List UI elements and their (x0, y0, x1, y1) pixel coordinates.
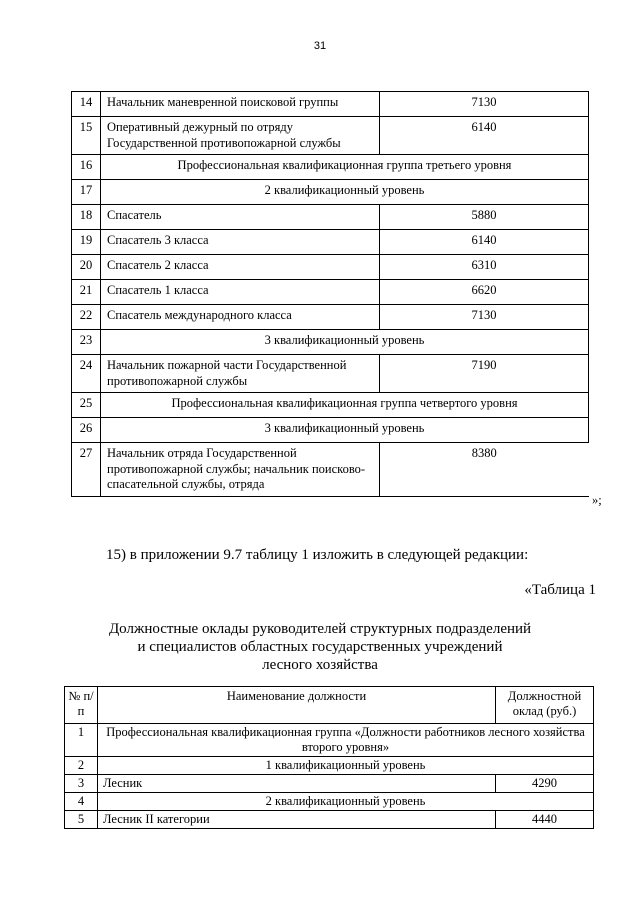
table-row (65, 757, 594, 775)
closing-quote: »; (592, 493, 602, 507)
salary-value: 4440 (496, 811, 594, 829)
salary-value: 6140 (380, 230, 589, 255)
table-row (72, 92, 589, 117)
position-name: Лесник II категории (98, 811, 496, 829)
table-row (72, 443, 589, 497)
instruction-text: 15) в приложении 9.7 таблицу 1 изложить в следующей редакции: (106, 547, 529, 563)
positions-table-continuation (71, 91, 589, 497)
row-number: 19 (72, 230, 101, 255)
salary-value: 7130 (380, 92, 589, 117)
row-number: 24 (72, 355, 101, 393)
title-line: лесного хозяйства (262, 657, 378, 673)
row-number: 14 (72, 92, 101, 117)
salary-value: 6310 (380, 255, 589, 280)
row-number: 16 (72, 155, 101, 180)
header-num: № п/п (65, 687, 98, 724)
position-name: Спасатель (101, 205, 380, 230)
row-number: 22 (72, 305, 101, 330)
row-number: 4 (65, 793, 98, 811)
row-number: 27 (72, 443, 101, 497)
group-heading: Профессиональная квалификационная группа «Должности работников лесного хозяйства второго уровня» (98, 724, 594, 757)
group-heading: 3 квалификационный уровень (101, 418, 589, 443)
position-name: Лесник (98, 775, 496, 793)
salary-value: 8380 (380, 443, 589, 497)
row-number: 21 (72, 280, 101, 305)
table-row (72, 280, 589, 305)
row-number: 1 (65, 724, 98, 757)
table-title (90, 620, 550, 674)
header-salary: Должностной оклад (руб.) (496, 687, 594, 724)
salary-value: 6140 (380, 117, 589, 155)
row-number: 26 (72, 418, 101, 443)
position-name: Начальник отряда Государственной противопожарной службы; начальник поисково-спасательной службы, отряда (101, 443, 380, 497)
row-number: 20 (72, 255, 101, 280)
row-number: 15 (72, 117, 101, 155)
group-heading: Профессиональная квалификационная группа четвертого уровня (101, 393, 589, 418)
row-number: 2 (65, 757, 98, 775)
salary-value: 6620 (380, 280, 589, 305)
position-name: Спасатель 1 класса (101, 280, 380, 305)
table-row (72, 180, 589, 205)
group-heading: 3 квалификационный уровень (101, 330, 589, 355)
salary-value: 5880 (380, 205, 589, 230)
salary-value: 7190 (380, 355, 589, 393)
table-row (65, 724, 594, 757)
row-number: 18 (72, 205, 101, 230)
group-heading: 1 квалификационный уровень (98, 757, 594, 775)
salaries-table (64, 686, 594, 829)
table-row (65, 793, 594, 811)
salary-value: 4290 (496, 775, 594, 793)
table-row (72, 230, 589, 255)
position-name: Спасатель 2 класса (101, 255, 380, 280)
group-heading: 2 квалификационный уровень (101, 180, 589, 205)
position-name: Оперативный дежурный по отряду Государственной противопожарной службы (101, 117, 380, 155)
table-row (72, 205, 589, 230)
title-line: и специалистов областных государственных учреждений (137, 639, 503, 655)
position-name: Начальник пожарной части Государственной противопожарной службы (101, 355, 380, 393)
table-row (65, 811, 594, 829)
row-number: 25 (72, 393, 101, 418)
table-row (72, 255, 589, 280)
table-row (72, 393, 589, 418)
row-number: 23 (72, 330, 101, 355)
row-number: 5 (65, 811, 98, 829)
row-number: 17 (72, 180, 101, 205)
group-heading: 2 квалификационный уровень (98, 793, 594, 811)
position-name: Спасатель 3 класса (101, 230, 380, 255)
table-row (72, 117, 589, 155)
header-row (65, 687, 594, 724)
position-name: Спасатель международного класса (101, 305, 380, 330)
table-row (72, 355, 589, 393)
table-label: «Таблица 1 (524, 582, 596, 598)
position-name: Начальник маневренной поисковой группы (101, 92, 380, 117)
table-row (72, 155, 589, 180)
page-number: 31 (313, 40, 327, 52)
table-row (72, 305, 589, 330)
salary-value: 7130 (380, 305, 589, 330)
group-heading: Профессиональная квалификационная группа третьего уровня (101, 155, 589, 180)
title-line: Должностные оклады руководителей структурных подразделений (108, 621, 532, 637)
table-row (72, 330, 589, 355)
table-row (65, 775, 594, 793)
row-number: 3 (65, 775, 98, 793)
header-name: Наименование должности (98, 687, 496, 724)
table-row (72, 418, 589, 443)
